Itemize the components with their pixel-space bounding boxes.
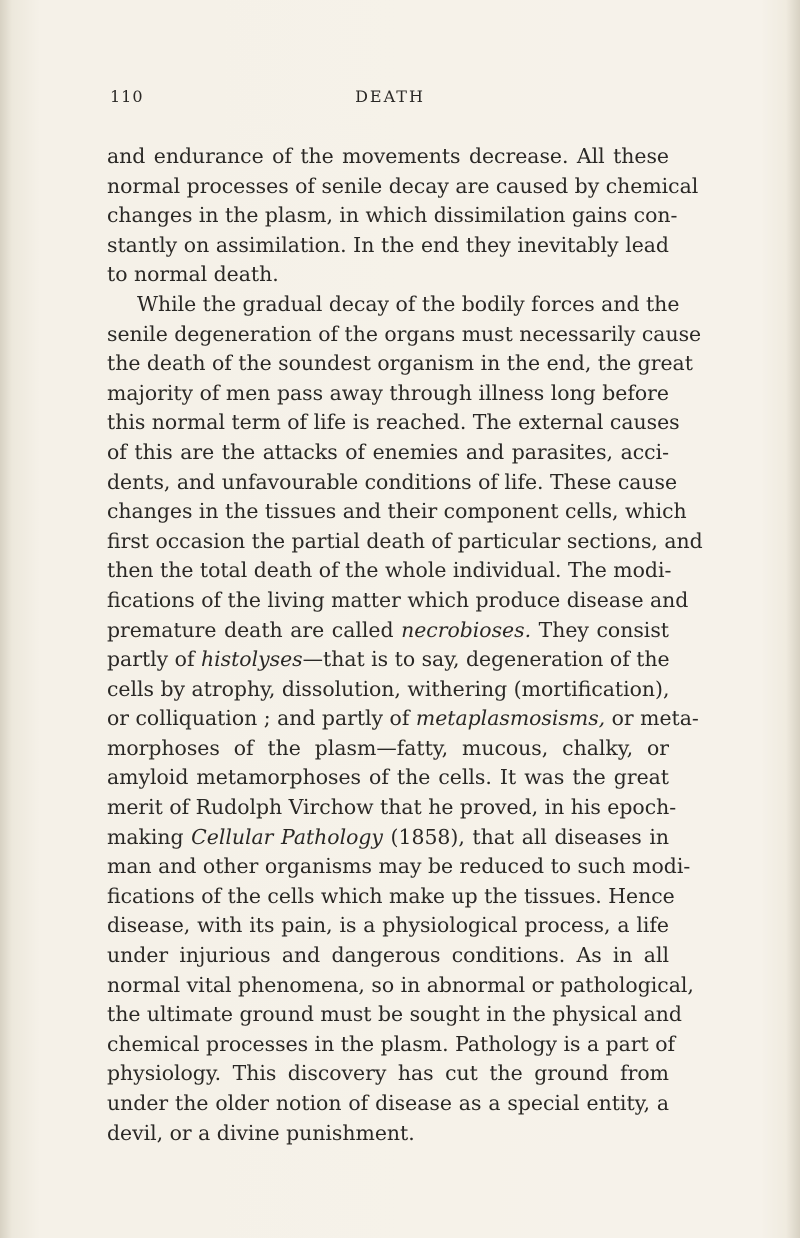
text-line: fications of the living matter which produce disease and bbox=[107, 587, 689, 612]
text-line: majority of men pass away through illness long before bbox=[107, 380, 669, 405]
text-line: normal vital phenomena, so in abnormal or pathological, bbox=[107, 972, 694, 997]
text-line: cells by atrophy, dissolution, withering (mortification), bbox=[107, 676, 670, 701]
text-line: first occasion the partial death of particular sections, and bbox=[107, 528, 703, 553]
text-line: this normal term of life is reached. The external causes bbox=[107, 410, 680, 435]
italic-term: necrobioses. bbox=[401, 617, 532, 642]
text-line: normal processes of senile decay are caused by chemical bbox=[107, 173, 699, 198]
text-line: man and other organisms may be reduced to such modi- bbox=[107, 854, 691, 879]
page-edge-shadow bbox=[786, 0, 800, 1238]
text-line: under the older notion of disease as a special entity, a bbox=[107, 1091, 669, 1115]
text-line: partly of histolyses—that is to say, degeneration of the bbox=[107, 647, 670, 672]
text-line: premature death are called necrobioses. They consist bbox=[107, 617, 669, 642]
text-line: morphoses of the plasm—fatty, mucous, chalky, or bbox=[107, 735, 669, 760]
text-line: or colliquation ; and partly of metaplasmosisms, or meta- bbox=[107, 706, 699, 731]
text-line: the death of the soundest organism in the end, the great bbox=[107, 351, 693, 376]
text-line: and endurance of the movements decrease. All these bbox=[107, 144, 669, 168]
text-line: then the total death of the whole individual. The modi- bbox=[107, 558, 672, 583]
text-line: physiology. This discovery has cut the ground from bbox=[107, 1061, 669, 1086]
italic-title: Cellular Pathology bbox=[191, 824, 383, 849]
text-line: While the gradual decay of the bodily forces and the bbox=[137, 291, 680, 316]
text-line: stantly on assimilation. In the end they inevitably lead bbox=[107, 232, 669, 257]
running-head: DEATH bbox=[355, 87, 425, 106]
body-text bbox=[107, 142, 703, 1148]
page-header bbox=[110, 87, 670, 113]
text-line: under injurious and dangerous conditions. As in all bbox=[107, 943, 669, 968]
text-line: of this are the attacks of enemies and parasites, acci- bbox=[107, 439, 669, 464]
page-gutter-shadow bbox=[0, 0, 12, 1238]
text-line: changes in the plasm, in which dissimilation gains con- bbox=[107, 203, 678, 228]
italic-term: histolyses bbox=[200, 647, 303, 672]
text-line: changes in the tissues and their component cells, which bbox=[107, 499, 687, 524]
text-line: to normal death. bbox=[107, 262, 279, 287]
text-line: senile degeneration of the organs must necessarily cause bbox=[107, 321, 702, 346]
text-line: amyloid metamorphoses of the cells. It was the great bbox=[107, 765, 669, 790]
text-line: chemical processes in the plasm. Pathology is a part of bbox=[107, 1031, 676, 1056]
text-line: the ultimate ground must be sought in the physical and bbox=[107, 1002, 682, 1027]
text-line: devil, or a divine punishment. bbox=[107, 1120, 415, 1145]
text-line: disease, with its pain, is a physiological process, a life bbox=[107, 913, 669, 938]
text-line: fications of the cells which make up the tissues. Hence bbox=[107, 883, 675, 908]
text-line: making Cellular Pathology (1858), that all diseases in bbox=[107, 824, 669, 849]
italic-term: metaplasmosisms, bbox=[415, 706, 606, 731]
page-number: 110 bbox=[110, 87, 144, 106]
text-line: merit of Rudolph Virchow that he proved, in his epoch- bbox=[107, 795, 677, 820]
text-line: dents, and unfavourable conditions of life. These cause bbox=[107, 469, 678, 494]
